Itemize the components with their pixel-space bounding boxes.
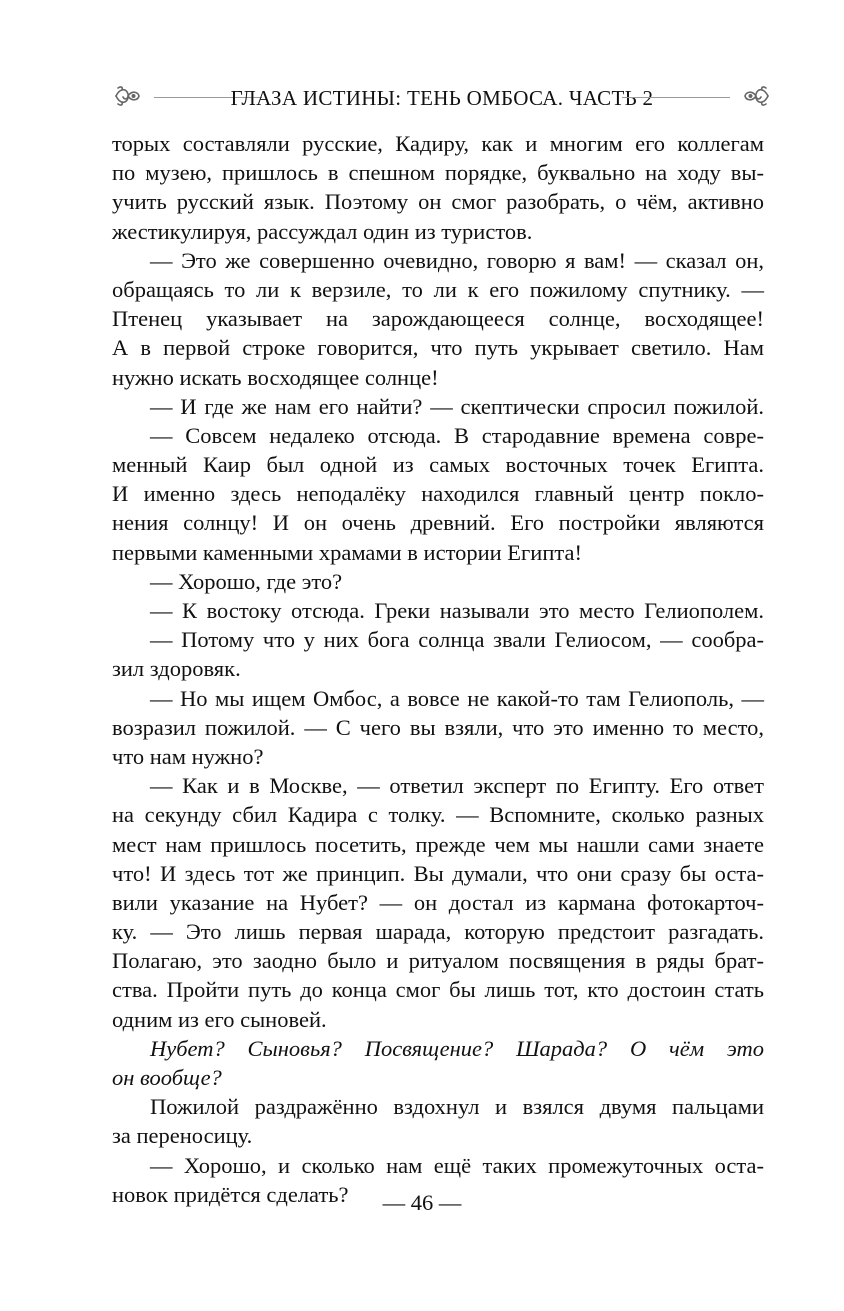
flourish-ornament-icon (112, 76, 142, 116)
text-line: мест нам пришлось посетить, прежде чем мы нашли сами знаете (112, 831, 764, 857)
text-line: — Хорошо, где это? (150, 568, 343, 594)
italic-text-line: Нубет? Сыновья? Посвящение? Шарада? О чём это (150, 1035, 764, 1061)
text-line: зил здоровяк. (112, 656, 241, 682)
text-line: на секунду сбил Кадира с толку. — Вспомните, сколько разных (112, 802, 764, 828)
text-line: И именно здесь неподалёку находился главный центр покло- (112, 481, 764, 507)
text-line: Полагаю, это заодно было и ритуалом посвящения в ряды брат- (112, 948, 764, 974)
page-body-text (112, 129, 764, 1209)
text-line: — К востоку отсюда. Греки называли это место Гелиополем. (150, 598, 764, 623)
text-line: первыми каменными храмами в истории Египта! (112, 539, 582, 565)
text-line: одним из его сыновей. (112, 1006, 327, 1032)
text-line: Пожилой раздражённо вздохнул и взялся двумя пальцами (150, 1094, 764, 1120)
text-line: — Потому что у них бога солнца звали Гелиосом, — сообра- (150, 627, 764, 653)
italic-text-line: он вообще? (112, 1065, 222, 1090)
text-line: вили указание на Нубет? — он достал из кармана фотокарточ- (112, 889, 764, 915)
text-line: ку. — Это лишь первая шарада, которую предстоит разгадать. (112, 919, 764, 945)
text-line: возразил пожилой. — С чего вы взяли, что это именно то место, (112, 714, 764, 740)
running-header (112, 76, 772, 116)
text-line: — И где же нам его найти? — скептически спросил пожилой. (150, 393, 764, 419)
text-line: новок придётся сделать? (112, 1181, 349, 1207)
text-line: — Но мы ищем Омбос, а вовсе не какой-то там Гелиополь, — (150, 685, 764, 711)
page-number: — 46 — (382, 1190, 462, 1215)
text-line: учить русский язык. Поэтому он смог разобрать, о чём, активно (112, 189, 764, 215)
text-line: Птенец указывает на зарождающееся солнце, восходящее! (112, 306, 764, 332)
text-line: А в первой строке говорится, что путь укрывает светило. Нам (112, 335, 764, 361)
running-title: ГЛАЗА ИСТИНЫ: ТЕНЬ ОМБОСА. ЧАСТЬ 2 (230, 85, 654, 110)
text-line: жестикулируя, рассуждал один из туристов. (112, 218, 533, 244)
text-line: — Совсем недалеко отсюда. В стародавние времена совре- (150, 422, 764, 448)
text-line: что! И здесь тот же принцип. Вы думали, что они сразу бы оста- (112, 860, 764, 886)
text-line: что нам нужно? (112, 743, 264, 769)
text-line: обращаясь то ли к верзиле, то ли к его пожилому спутнику. — (112, 276, 764, 302)
header-rule-right (622, 97, 730, 98)
text-line: нения солнцу! И он очень древний. Его постройки являются (112, 510, 764, 536)
text-line: менный Каир был одной из самых восточных точек Египта. (112, 452, 764, 478)
text-line: по музею, пришлось в спешном порядке, буквально на ходу вы- (112, 160, 764, 186)
text-line: нужно искать восходящее солнце! (112, 364, 439, 390)
text-line: за переносицу. (112, 1123, 253, 1149)
text-line: торых составляли русские, Кадиру, как и многим его коллегам (112, 131, 764, 156)
text-line: — Хорошо, и сколько нам ещё таких промежуточных оста- (150, 1152, 764, 1178)
flourish-ornament-icon (742, 76, 772, 116)
text-line: ства. Пройти путь до конца смог бы лишь тот, кто достоин стать (112, 977, 764, 1003)
text-line: — Как и в Москве, — ответил эксперт по Египту. Его ответ (150, 773, 764, 799)
text-line: — Это же совершенно очевидно, говорю я вам! — сказал он, (150, 247, 764, 273)
